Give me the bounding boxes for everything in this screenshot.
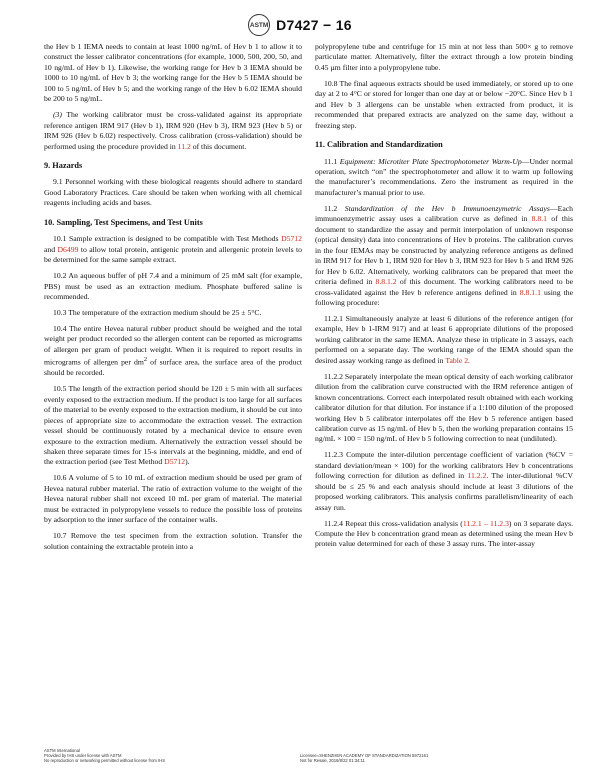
paragraph xyxy=(315,519,573,550)
right-column xyxy=(315,42,573,555)
paragraph: 10.8 The final aqueous extracts should be used immediately, or stored up to one day at 2 to 4°C or stored for longer than one day at or below −20°C. Since Hev b 1 and Hev b 3 allergens can be unstable when extracted from product, it is recommended that prepared extracts are analyzed on the same day, without a freezing step. xyxy=(315,78,573,130)
text: —Under normal operation, switch “on” the spectrophotometer and allow it to warm up following the manufacturer’s recommendations. Zero the instrument as required in the manufacturer’s manual prior to use. xyxy=(315,156,574,197)
text: of this document. The working calibrators need to be cross-validated against the Hev b reference antigens defined in xyxy=(315,277,574,297)
standard-link[interactable]: D6499 xyxy=(57,244,79,254)
text: ) on 3 separate days. Compute the Hev b concentration grand mean as determined using the mean Hev b protein value determined for each of these 3 assay runs. The inter-assay xyxy=(315,518,573,549)
section-link[interactable]: 11.2.1 – 11.2.3 xyxy=(462,518,509,528)
item-number: (3) xyxy=(53,110,62,120)
footer-line: Provided by IHS under license with ASTM xyxy=(44,753,122,759)
text: ). xyxy=(185,457,190,467)
standard-link[interactable]: D5712 xyxy=(164,457,186,467)
text: 11.2.1 Simultaneously analyze at least 6 dilutions of the reference antigen (for example, Hev b 1-IRM 917) and at least 6 appropriate dilutions of the proposed working calibrator in the same IEMA. Analyze these in triplicate in 3 assays, each performed on a separate day. The working range of the IEMA should span the desired assay working range as defined in xyxy=(315,313,573,365)
paragraph xyxy=(44,384,302,468)
table-link[interactable]: Table 2 xyxy=(445,355,469,365)
paragraph: 10.2 An aqueous buffer of pH 7.4 and a minimum of 25 mM salt (for example, PBS) must be used as an extraction medium. Phosphate buffered saline is recommended. xyxy=(44,271,302,302)
standard-designation: D7427 − 16 xyxy=(276,17,352,33)
section-heading: 11. Calibration and Standardization xyxy=(315,140,443,150)
footer-left xyxy=(44,748,304,764)
text: . The inter-dilutional %CV should be ≤ 25 % and each analysis should include at least 3 dilutions of the proposed working calibrators. This analysis confirms parallelism/linearity of each assay run. xyxy=(315,471,574,512)
paragraph: 11.2.2 Separately interpolate the mean optical density of each working calibrator dilution from the calibration curve constructed with the IRM reference antigen of known concentrations. Correct each interpolated result obtained with each working calibrator dilution for that dilution. For instance if a 1:100 dilution of the proposed working Hev b 5 calibrator interpolates off the Hev b 5 reference antigen based calibration curve as 15 ng/mL of Hev b 5, then the working preparation contains 15 ng/mL × 100 = 150 ng/mL of Hev b 5 following correction to neat (undiluted). xyxy=(315,371,573,444)
section-heading: 9. Hazards xyxy=(44,161,83,171)
text: 11.2.4 Repeat this cross-validation analysis ( xyxy=(324,518,463,528)
footer-line: ASTM International xyxy=(44,748,80,753)
paragraph: 10.6 A volume of 5 to 10 mL of extraction medium should be used per gram of Hevea natural rubber material. The ratio of extraction volume to the weight of the Hevea natural rubber shall not exceed 10 mL per gram of material. The material must be extracted in polypropylene vessels to reduce the possible loss of proteins by adsorption to the inner surface of the container walls. xyxy=(44,473,302,525)
text: 11.2.3 Compute the inter-dilution percentage coefficient of variation (%CV = standard deviation/mean × 100) for the working calibrators Hev b concentrations following correction for dilution as defined in xyxy=(315,450,573,481)
paragraph: the Hev b 1 IEMA needs to contain at least 1000 ng/mL of Hev b 1 to allow it to construct the lesser calibrator concentrations (for example, 1000, 500, 200, 50, and 10 ng/mL of Hev b 1). Likewise, the working range for Hev b 3 IEMA should be 1000 to 10 ng/mL of Hev b 3; the working range for the Hev b 5 IEMA should be 100 to 5 ng/mL of Hev b 5; and the working range of the Hev b 6.02 IEMA should be 200 to 5 ng/mL. xyxy=(44,42,302,104)
paragraph xyxy=(315,314,573,366)
text: —Each immunoenzymetric assay uses a calibration curve as defined in xyxy=(315,203,573,224)
text: to allow total protein, antigenic protein and allergenic protein levels to be determined for the same sample extract. xyxy=(44,244,303,265)
section-heading: 10. Sampling, Test Specimens, and Test Units xyxy=(44,217,203,227)
paragraph xyxy=(315,450,573,513)
text: of this document. xyxy=(192,141,247,151)
text: and xyxy=(44,244,56,254)
paragraph: 10.3 The temperature of the extraction medium should be 25 ± 5°C. xyxy=(53,308,262,318)
left-column xyxy=(44,42,302,558)
text: . xyxy=(468,355,470,365)
page-header xyxy=(0,10,600,40)
footer-right xyxy=(300,753,570,763)
superscript: 2 xyxy=(143,356,148,364)
paragraph: 10.7 Remove the test specimen from the extraction solution. Transfer the solution containing the extractable protein into a xyxy=(44,531,302,551)
text: 10.1 Sample extraction is designed to be compatible with Test Methods xyxy=(53,234,279,244)
footer-line: Not for Resale, 2016/8/22 01:34:11 xyxy=(300,758,365,764)
item-number: 11.1 xyxy=(324,156,338,166)
section-link[interactable]: 8.8.1 xyxy=(531,214,548,224)
item-number: 11.2 xyxy=(324,203,338,213)
logo-text: ASTM xyxy=(249,21,269,29)
footer-line: No reproduction or networking permitted without license from IHS xyxy=(44,758,166,764)
paragraph: polypropylene tube and centrifuge for 15 min at not less than 500× g to remove particulate matter. Alternatively, filter the extract through a low protein binding 0.45 µm filter into a polypropylene tube. xyxy=(315,42,573,72)
paragraph: 9.1 Personnel working with these biological reagents should adhere to standard Good Laboratory Practices. Care should be taken when working with all chemical reagents including acids and bases. xyxy=(44,177,302,208)
text: The working calibrator must be cross-validated against its appropriate reference antigen IRM 917 (Hev b 1), IRM 920 (Hev b 3), IRM 923 (Hev b 5) or IRM 926 (Hev b 6.02) respectively. Cross calibration (cross-validation) should be performed using the procedure provided in xyxy=(44,110,302,151)
text: 10.4 The entire Hevea natural rubber product should be weighed and the total weight per product recorded so the allergen content can be reported as micrograms of allergen per gram of product weight. When it is required to report results in micrograms of allergen per dm xyxy=(44,323,302,367)
paragraph xyxy=(44,324,302,379)
footer-line: Licensee=SHENZHEN ACADEMY OF STANDARDIZATION 5972161 xyxy=(300,753,429,758)
text: 10.5 The length of the extraction period should be 120 ± 5 min with all surfaces evenly exposed to the extraction medium. If the product is too large for all surfaces of the material to be evenly exposed to the extraction medium, it should be cut into pieces of appropriate size to accommodate the extraction vessel. The extraction vessel should be continuously rotated by a mechanical device to ensure even exposure to the extraction medium. Alternatively the extraction vessel should be shaken three separate times for 15-s intervals at the beginning, middle, and end of the extraction period (see Test Method xyxy=(44,384,302,467)
text: using the following procedure: xyxy=(315,287,574,307)
section-link[interactable]: 8.8.1.2 xyxy=(375,277,397,287)
section-link[interactable]: 8.8.1.1 xyxy=(519,287,541,297)
astm-logo xyxy=(248,14,270,36)
item-title: Standardization of the Hev b Immunoenzymetric Assays xyxy=(344,203,550,213)
paragraph xyxy=(315,157,573,199)
text: of surface area, the surface area of the product should be recorded. xyxy=(44,357,302,378)
paragraph xyxy=(44,110,302,152)
paragraph xyxy=(315,204,573,309)
item-title: Equipment: Microtiter Plate Spectrophotometer Warm-Up xyxy=(339,156,522,166)
paragraph xyxy=(44,234,302,265)
section-link[interactable]: 11.2.2 xyxy=(467,471,487,481)
text: of this document to standardize the assay and permit interpolation of unknown response (optical density) data into concentrations of Hev b proteins. The calibration curves in the four IEMAs may be constructed by analyzing reference antigens as defined in IRM 917 for Hev b 1, IRM 920 for Hev b 3, IRM 923 for Hev b 5 and IRM 926 for Hev b 6.02. Alternatively, working calibrators can be prepared that meet the criteria defined in xyxy=(315,214,574,287)
standard-link[interactable]: D5712 xyxy=(281,234,302,244)
section-link[interactable]: 11.2 xyxy=(177,141,191,151)
